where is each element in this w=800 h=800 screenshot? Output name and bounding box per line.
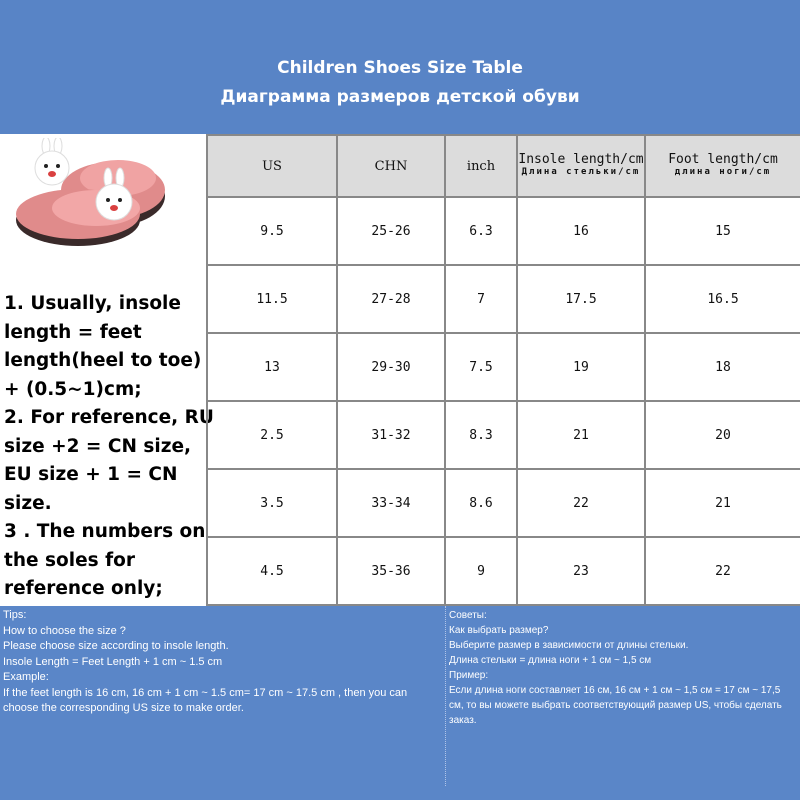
tips-line: Советы: [449,610,487,621]
page-title: Children Shoes Size Table [277,58,523,78]
cell-inch: 7 [445,265,517,333]
tips-line: Выберите размер в зависимости от длины стельки. [449,640,689,651]
cell-inch: 6.3 [445,197,517,265]
cell-foot: 20 [645,401,800,469]
header-insole [517,135,645,197]
cell-insole: 17.5 [517,265,645,333]
note-line: size +2 = CN size, [4,435,192,457]
tips-english [0,606,445,800]
cell-us: 9.5 [207,197,337,265]
tips-line: Если длина ноги составляет 16 см, 16 см + 1 см ~ 1,5 см = 17 см ~ 17,5 см, то вы можете выбрать соответствующий размер US, чтобы сделать заказ. [449,685,782,726]
cell-chn: 35-36 [337,537,445,605]
header-insole-en: Insole length/cm [518,152,644,167]
note-line: 2. For reference, RU [4,407,214,428]
tips-line: If the feet length is 16 cm, 16 cm + 1 cm ~ 1.5 cm= 17 cm ~ 17.5 cm , then you can choose the corresponding US size to make order. [3,686,408,714]
tips-line: Как выбрать размер? [449,625,549,636]
tips-line: Example: [3,671,49,683]
cell-chn: 33-34 [337,469,445,537]
cell-foot: 16.5 [645,265,800,333]
note-line: 1. Usually, insole [4,293,181,314]
cell-insole: 19 [517,333,645,401]
cell-inch: 9 [445,537,517,605]
page-title-russian: Диаграмма размеров детской обуви [220,87,580,107]
cell-us: 3.5 [207,469,337,537]
header-foot-ru: длина ноги/cm [674,167,772,177]
note-line: reference only; [4,578,163,599]
note-line: length = feet [4,321,142,343]
table-row [207,469,800,537]
tips-line: Tips: [3,609,27,621]
cell-insole: 22 [517,469,645,537]
cell-chn: 29-30 [337,333,445,401]
size-notes [4,290,214,604]
tips-line: How to choose the size ? [3,624,126,637]
header-foot [645,135,800,197]
tips-line: Длина стельки = длина ноги + 1 см ~ 1,5 см [449,655,652,666]
cell-us: 11.5 [207,265,337,333]
note-line: 3 . The numbers on [4,521,206,542]
note-line: the soles for [4,549,135,571]
cell-chn: 31-32 [337,401,445,469]
cell-foot: 22 [645,537,800,605]
cell-insole: 23 [517,537,645,605]
header-chn: CHN [337,135,445,197]
cell-foot: 15 [645,197,800,265]
cell-inch: 8.3 [445,401,517,469]
cell-inch: 8.6 [445,469,517,537]
table-row [207,333,800,401]
cell-foot: 18 [645,333,800,401]
tips-line: Please choose size according to insole length. [3,640,229,652]
note-line: size. [4,492,52,514]
cell-insole: 16 [517,197,645,265]
header-banner [0,0,800,134]
table-row [207,197,800,265]
cell-foot: 21 [645,469,800,537]
note-line: + (0.5~1)cm; [4,378,142,400]
note-line: length(heel to toe) [4,350,202,371]
table-row [207,265,800,333]
table-row [207,537,800,605]
header-us: US [207,135,337,197]
tips-line: Пример: [449,670,489,681]
cell-chn: 25-26 [337,197,445,265]
cell-us: 2.5 [207,401,337,469]
size-table [206,134,800,606]
note-line: EU size + 1 = CN [4,464,178,485]
slipper-product-image [8,138,168,248]
table-header-row [207,135,800,197]
tips-line: Insole Length = Feet Length + 1 cm ~ 1.5 cm [3,655,223,668]
tips-russian [446,606,800,800]
cell-us: 4.5 [207,537,337,605]
header-foot-en: Foot length/cm [668,152,778,167]
cell-us: 13 [207,333,337,401]
cell-chn: 27-28 [337,265,445,333]
bunny-face-icon [35,138,69,185]
header-insole-ru: Длина стельки/cm [521,167,641,177]
table-row [207,401,800,469]
header-inch: inch [445,135,517,197]
cell-insole: 21 [517,401,645,469]
cell-inch: 7.5 [445,333,517,401]
